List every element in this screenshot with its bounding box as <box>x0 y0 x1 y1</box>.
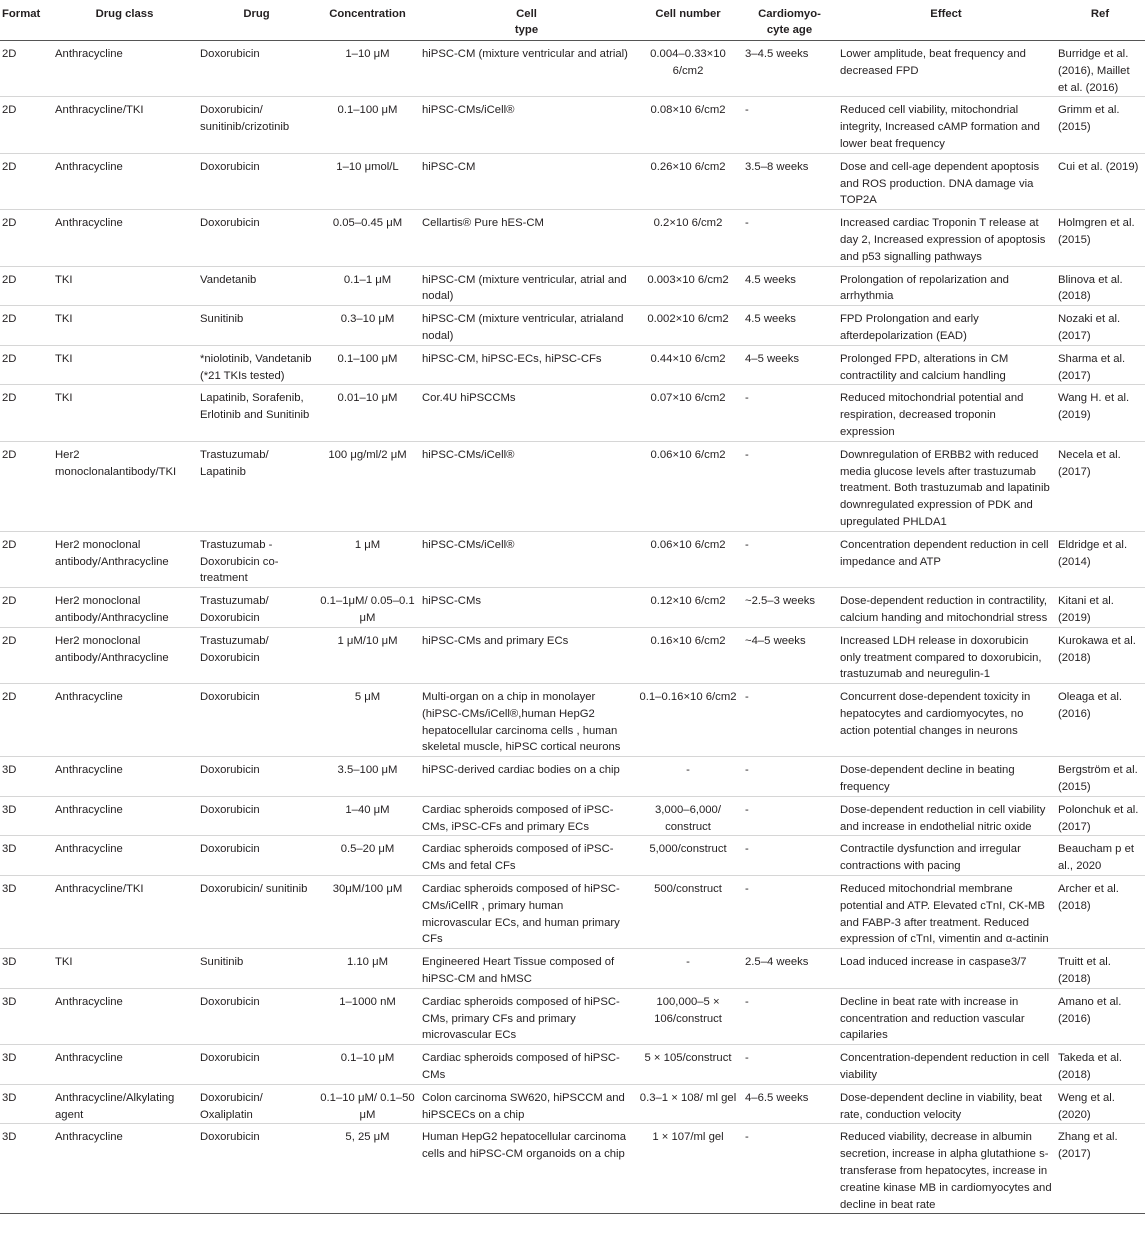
cell-effect: Reduced mitochondrial membrane potential and ATP. Elevated cTnI, CK-MB and FABP-3 after treatment. Reduced expression of cTnI, vimentin and α-actinin <box>837 876 1055 949</box>
col-ref: Ref <box>1055 0 1145 41</box>
cell-ref: Wang H. et al. (2019) <box>1055 385 1145 441</box>
cell-format: 2D <box>0 385 52 441</box>
cell-cell-number: 0.1–0.16×10 6/cm2 <box>634 684 742 757</box>
cell-effect: Downregulation of ERBB2 with reduced media glucose levels after trastuzumab treatment. Both trastuzumab and lapatinib downregulated expression of PDK and upregulated PHLDA1 <box>837 441 1055 531</box>
table-row <box>0 949 1145 989</box>
cell-cell-number: 0.07×10 6/cm2 <box>634 385 742 441</box>
cell-format: 2D <box>0 97 52 153</box>
table-row <box>0 210 1145 266</box>
cell-format: 3D <box>0 876 52 949</box>
table-row <box>0 266 1145 306</box>
table-row <box>0 306 1145 346</box>
cell-drug-class: TKI <box>52 385 197 441</box>
cell-effect: Dose-dependent decline in viability, beat rate, conduction velocity <box>837 1084 1055 1124</box>
cell-cell-type: Cor.4U hiPSCCMs <box>419 385 634 441</box>
cell-cm-age: - <box>742 441 837 531</box>
cell-concentration: 30μM/100 μM <box>316 876 419 949</box>
cell-cell-number: 3,000–6,000/ construct <box>634 796 742 836</box>
cell-drug: Doxorubicin <box>197 988 316 1044</box>
cell-concentration: 0.1–100 μM <box>316 345 419 385</box>
table-row <box>0 876 1145 949</box>
cell-drug-class: Anthracycline <box>52 757 197 797</box>
cell-ref: Bergström et al. (2015) <box>1055 757 1145 797</box>
col-cell-type-line2: type <box>514 24 539 36</box>
cell-format: 3D <box>0 988 52 1044</box>
cell-ref: Amano et al. (2016) <box>1055 988 1145 1044</box>
cell-format: 3D <box>0 1045 52 1085</box>
cell-cm-age: - <box>742 684 837 757</box>
cell-format: 3D <box>0 836 52 876</box>
cell-cm-age: - <box>742 531 837 587</box>
col-effect: Effect <box>837 0 1055 41</box>
cell-cell-type: Cardiac spheroids composed of hiPSC-CMs <box>419 1045 634 1085</box>
cell-cell-type: Human HepG2 hepatocellular carcinoma cells and hiPSC-CM organoids on a chip <box>419 1124 634 1214</box>
cell-cm-age: - <box>742 1124 837 1214</box>
cell-effect: Prolonged FPD, alterations in CM contractility and calcium handling <box>837 345 1055 385</box>
cell-format: 3D <box>0 796 52 836</box>
cell-cell-type: hiPSC-CMs/iCell® <box>419 97 634 153</box>
cell-cell-number: 0.004–0.33×10 6/cm2 <box>650 48 726 77</box>
cell-cm-age: - <box>742 988 837 1044</box>
cell-cm-age: ~2.5–3 weeks <box>742 588 837 628</box>
table-row <box>0 1084 1145 1124</box>
cell-ref: Kurokawa et al. (2018) <box>1055 627 1145 683</box>
cell-cell-type: Cardiac spheroids composed of iPSC-CMs and fetal CFs <box>419 836 634 876</box>
table-row <box>0 1124 1145 1214</box>
cell-drug-class: TKI <box>52 306 197 346</box>
cell-concentration: 5, 25 μM <box>316 1124 419 1214</box>
cell-format: 2D <box>0 588 52 628</box>
cell-concentration: 0.1–10 μM/ 0.1–50 μM <box>316 1084 419 1124</box>
table-row <box>0 41 1145 97</box>
cell-drug: Doxorubicin/ Oxaliplatin <box>197 1084 316 1124</box>
cell-drug: Doxorubicin/ sunitinib/crizotinib <box>197 97 316 153</box>
cell-cell-type: Cardiac spheroids composed of hiPSC-CMs, primary CFs and primary microvascular ECs <box>419 988 634 1044</box>
cell-cell-type: hiPSC-CM (mixture ventricular, atrial and nodal) <box>419 266 634 306</box>
cell-ref: Eldridge et al. (2014) <box>1055 531 1145 587</box>
table-row <box>0 836 1145 876</box>
cell-cell-number: 500/construct <box>634 876 742 949</box>
cell-drug: Trastuzumab/ Lapatinib <box>197 441 316 531</box>
cell-cm-age: - <box>742 836 837 876</box>
cell-ref: Polonchuk et al. (2017) <box>1055 796 1145 836</box>
cell-format: 2D <box>0 441 52 531</box>
col-drug-class: Drug class <box>52 0 197 41</box>
cell-cell-type: hiPSC-derived cardiac bodies on a chip <box>419 757 634 797</box>
cell-drug: Vandetanib <box>197 266 316 306</box>
cell-cell-number: - <box>634 757 742 797</box>
cell-drug: Trastuzumab/ Doxorubicin <box>197 588 316 628</box>
cell-cell-number: 0.003×10 6/cm2 <box>634 266 742 306</box>
cell-drug: Sunitinib <box>197 306 316 346</box>
cell-effect: Load induced increase in caspase3/7 <box>837 949 1055 989</box>
cell-concentration: 5 μM <box>316 684 419 757</box>
cell-drug: Doxorubicin <box>197 1045 316 1085</box>
cell-drug: Trastuzumab - Doxorubicin co-treatment <box>197 531 316 587</box>
cell-effect: Dose-dependent decline in beating frequency <box>837 757 1055 797</box>
cell-concentration: 0.1–1μM/ 0.05–0.1 μM <box>316 588 419 628</box>
cell-ref: Burridge et al. (2016), Maillet et al. (2016) <box>1058 48 1130 94</box>
table-row <box>0 588 1145 628</box>
table-row <box>0 1045 1145 1085</box>
cell-ref: Grimm et al. (2015) <box>1055 97 1145 153</box>
cell-cm-age: 4–5 weeks <box>742 345 837 385</box>
cell-cm-age: 4.5 weeks <box>742 266 837 306</box>
cell-cell-type: hiPSC-CMs <box>419 588 634 628</box>
cell-cm-age: - <box>742 796 837 836</box>
cell-format: 2D <box>0 627 52 683</box>
cell-drug-class: Anthracycline <box>52 684 197 757</box>
cell-drug: Doxorubicin <box>200 48 260 60</box>
table-body <box>0 41 1145 1214</box>
cell-effect: Decline in beat rate with increase in concentration and reduction vascular capilaries <box>837 988 1055 1044</box>
cell-drug-class: Anthracycline <box>52 796 197 836</box>
cell-drug-class: Anthracycline <box>52 153 197 209</box>
cell-cell-number: 0.06×10 6/cm2 <box>634 531 742 587</box>
cell-effect: Concentration-dependent reduction in cell viability <box>837 1045 1055 1085</box>
cell-cell-type: Multi-organ on a chip in monolayer (hiPSC-CMs/iCell®,human HepG2 hepatocellular carcinoma cells , human skeletal muscle, hiPSC cortical neurons <box>419 684 634 757</box>
cell-cell-type: Colon carcinoma SW620, hiPSCCM and hiPSCECs on a chip <box>419 1084 634 1124</box>
cell-cell-type: hiPSC-CM <box>419 153 634 209</box>
cell-drug-class: Anthracycline <box>52 988 197 1044</box>
cell-concentration: 0.3–10 μM <box>316 306 419 346</box>
cell-effect: Increased cardiac Troponin T release at day 2, Increased expression of apoptosis and p53 signalling pathways <box>837 210 1055 266</box>
cell-effect: Dose-dependent reduction in cell viability and increase in endothelial nitric oxide <box>837 796 1055 836</box>
cell-effect: Concurrent dose-dependent toxicity in hepatocytes and cardiomyocytes, no action potential changes in neurons <box>837 684 1055 757</box>
cell-effect: Increased LDH release in doxorubicin only treatment compared to doxorubicin, trastuzumab and neuregulin-1 <box>837 627 1055 683</box>
cell-drug-class: TKI <box>52 345 197 385</box>
table-row <box>0 531 1145 587</box>
cell-ref: Nozaki et al. (2017) <box>1055 306 1145 346</box>
cell-format: 2D <box>0 345 52 385</box>
table-row <box>0 345 1145 385</box>
cell-cell-number: 0.12×10 6/cm2 <box>634 588 742 628</box>
cell-effect: Reduced mitochondrial potential and respiration, decreased troponin expression <box>837 385 1055 441</box>
cell-concentration: 0.1–1 μM <box>316 266 419 306</box>
col-drug: Drug <box>197 0 316 41</box>
cell-cm-age: - <box>742 210 837 266</box>
cell-cell-number: 0.26×10 6/cm2 <box>634 153 742 209</box>
cell-ref: Kitani et al. (2019) <box>1055 588 1145 628</box>
cell-drug: Doxorubicin <box>197 153 316 209</box>
cell-drug: Lapatinib, Sorafenib, Erlotinib and Sunitinib <box>197 385 316 441</box>
cell-effect: Dose-dependent reduction in contractility, calcium handing and mitochondrial stress <box>837 588 1055 628</box>
cell-format: 3D <box>0 757 52 797</box>
cell-cell-type: Cardiac spheroids composed of iPSC-CMs, iPSC-CFs and primary ECs <box>419 796 634 836</box>
cell-concentration: 100 μg/ml/2 μM <box>316 441 419 531</box>
cell-ref: Cui et al. (2019) <box>1055 153 1145 209</box>
cell-cell-type: Engineered Heart Tissue composed of hiPSC-CM and hMSC <box>419 949 634 989</box>
cell-drug: Doxorubicin/ sunitinib <box>197 876 316 949</box>
cell-cell-number: 1 × 107/ml gel <box>634 1124 742 1214</box>
cell-format: 2D <box>0 306 52 346</box>
cell-cell-number: 0.2×10 6/cm2 <box>634 210 742 266</box>
cell-ref: Oleaga et al. (2016) <box>1055 684 1145 757</box>
cell-cm-age: 4.5 weeks <box>742 306 837 346</box>
cell-drug: Doxorubicin <box>197 684 316 757</box>
col-cm-age-line2: cyte age <box>766 24 813 36</box>
cell-concentration: 1 μM/10 μM <box>316 627 419 683</box>
col-cell-type <box>419 0 634 41</box>
col-cell-number: Cell number <box>634 0 742 41</box>
cell-concentration: 0.1–100 μM <box>316 97 419 153</box>
cell-cm-age: - <box>742 385 837 441</box>
cell-concentration: 1–1000 nM <box>316 988 419 1044</box>
cell-drug-class: Anthracycline <box>52 1045 197 1085</box>
cell-drug: Doxorubicin <box>197 1124 316 1214</box>
cell-cm-age: 2.5–4 weeks <box>742 949 837 989</box>
cell-effect: Reduced cell viability, mitochondrial integrity, Increased cAMP formation and lower beat frequency <box>837 97 1055 153</box>
cell-effect: Reduced viability, decrease in albumin secretion, increase in alpha glutathione s-transferase from hepatocytes, increase in creatine kinase MB in cardiomyocytes and decline in beat rate <box>837 1124 1055 1214</box>
cell-drug-class: Her2 monoclonal antibody/Anthracycline <box>52 627 197 683</box>
cell-concentration: 0.5–20 μM <box>316 836 419 876</box>
cell-cell-number: 100,000–5 × 106/construct <box>634 988 742 1044</box>
cell-drug: Doxorubicin <box>197 796 316 836</box>
cell-cm-age: - <box>742 876 837 949</box>
cell-format: 3D <box>0 1084 52 1124</box>
col-format: Format <box>0 0 52 41</box>
cell-effect: Prolongation of repolarization and arrhythmia <box>837 266 1055 306</box>
table-row <box>0 441 1145 531</box>
cell-format: 3D <box>0 1124 52 1214</box>
cell-drug: Doxorubicin <box>197 210 316 266</box>
cell-cell-number: 0.16×10 6/cm2 <box>634 627 742 683</box>
cell-effect: Contractile dysfunction and irregular contractions with pacing <box>837 836 1055 876</box>
cell-cell-number: - <box>634 949 742 989</box>
cell-format: 2D <box>2 48 17 60</box>
cell-drug-class: Anthracycline <box>52 210 197 266</box>
cell-drug-class: Anthracycline/TKI <box>52 97 197 153</box>
col-cell-type-line1: Cell <box>516 8 537 20</box>
cell-drug: Doxorubicin <box>197 757 316 797</box>
cell-concentration: 1–10 μM <box>345 48 390 60</box>
cell-drug-class: Anthracycline/TKI <box>52 876 197 949</box>
cell-concentration: 0.1–10 μM <box>316 1045 419 1085</box>
cell-concentration: 1 μM <box>316 531 419 587</box>
table-row <box>0 988 1145 1044</box>
cell-drug: Trastuzumab/ Doxorubicin <box>197 627 316 683</box>
cell-cell-number: 0.08×10 6/cm2 <box>634 97 742 153</box>
cell-cell-type: hiPSC-CMs and primary ECs <box>419 627 634 683</box>
cell-cell-number: 0.06×10 6/cm2 <box>634 441 742 531</box>
cell-drug: Doxorubicin <box>197 836 316 876</box>
cell-effect: Lower amplitude, beat frequency and decreased FPD <box>840 48 1026 77</box>
cell-effect: Concentration dependent reduction in cell impedance and ATP <box>837 531 1055 587</box>
cell-cm-age: 3.5–8 weeks <box>742 153 837 209</box>
cell-concentration: 3.5–100 μM <box>316 757 419 797</box>
cell-cm-age: - <box>742 757 837 797</box>
cell-cell-number: 0.44×10 6/cm2 <box>634 345 742 385</box>
table-row <box>0 627 1145 683</box>
cell-concentration: 1–10 μmol/L <box>316 153 419 209</box>
cell-cell-type: hiPSC-CMs/iCell® <box>419 441 634 531</box>
cell-ref: Truitt et al. (2018) <box>1055 949 1145 989</box>
cell-cell-type: hiPSC-CMs/iCell® <box>419 531 634 587</box>
cell-format: 2D <box>0 684 52 757</box>
cell-ref: Archer et al. (2018) <box>1055 876 1145 949</box>
table-row <box>0 684 1145 757</box>
cell-cm-age: - <box>742 1045 837 1085</box>
table-row <box>0 796 1145 836</box>
cell-cell-number: 5,000/construct <box>634 836 742 876</box>
cell-drug-class: Anthracycline <box>52 1124 197 1214</box>
col-cm-age <box>742 0 837 41</box>
table-row <box>0 385 1145 441</box>
cell-format: 2D <box>0 210 52 266</box>
cell-cell-type: hiPSC-CM (mixture ventricular, atrialand nodal) <box>419 306 634 346</box>
cell-drug-class: Her2 monoclonalantibody/TKI <box>52 441 197 531</box>
col-cm-age-line1: Cardiomyo- <box>758 8 821 20</box>
cell-drug-class: Anthracycline <box>55 48 123 60</box>
cell-concentration: 1–40 μM <box>316 796 419 836</box>
cell-ref: Weng et al. (2020) <box>1055 1084 1145 1124</box>
cell-drug: *niolotinib, Vandetanib (*21 TKIs tested) <box>197 345 316 385</box>
cell-cell-number: 5 × 105/construct <box>634 1045 742 1085</box>
table-row <box>0 153 1145 209</box>
cell-ref: Necela et al. (2017) <box>1055 441 1145 531</box>
cell-concentration: 1.10 μM <box>316 949 419 989</box>
cell-format: 3D <box>0 949 52 989</box>
cell-effect: FPD Prolongation and early afterdepolarization (EAD) <box>837 306 1055 346</box>
cell-format: 2D <box>0 531 52 587</box>
cell-cell-type: hiPSC-CM (mixture ventricular and atrial) <box>422 48 628 60</box>
cell-drug-class: Her2 monoclonal antibody/Anthracycline <box>52 588 197 628</box>
cell-ref: Holmgren et al. (2015) <box>1055 210 1145 266</box>
cell-format: 2D <box>0 153 52 209</box>
cell-cm-age: 4–6.5 weeks <box>742 1084 837 1124</box>
cell-cell-type: hiPSC-CM, hiPSC-ECs, hiPSC-CFs <box>419 345 634 385</box>
cell-drug-class: TKI <box>52 266 197 306</box>
cell-cell-type: Cardiac spheroids composed of hiPSC-CMs/iCellR , primary human microvascular ECs, and human primary CFs <box>419 876 634 949</box>
col-concentration: Concentration <box>316 0 419 41</box>
cell-cm-age: ~4–5 weeks <box>742 627 837 683</box>
cell-cell-type: Cellartis® Pure hES-CM <box>419 210 634 266</box>
cell-ref: Zhang et al. (2017) <box>1055 1124 1145 1214</box>
cell-drug-class: Anthracycline/Alkylating agent <box>52 1084 197 1124</box>
cell-drug: Sunitinib <box>197 949 316 989</box>
cell-cm-age: - <box>742 97 837 153</box>
table-row <box>0 97 1145 153</box>
cell-drug-class: Her2 monoclonal antibody/Anthracycline <box>52 531 197 587</box>
table-header <box>0 0 1145 41</box>
cell-concentration: 0.05–0.45 μM <box>316 210 419 266</box>
cell-ref: Blinova et al. (2018) <box>1055 266 1145 306</box>
cell-cell-number: 0.3–1 × 108/ ml gel <box>634 1084 742 1124</box>
table-row <box>0 757 1145 797</box>
cell-concentration: 0.01–10 μM <box>316 385 419 441</box>
cell-ref: Beaucham p et al., 2020 <box>1055 836 1145 876</box>
cell-format: 2D <box>0 266 52 306</box>
cell-cell-number: 0.002×10 6/cm2 <box>634 306 742 346</box>
cell-effect: Dose and cell-age dependent apoptosis and ROS production. DNA damage via TOP2A <box>837 153 1055 209</box>
cell-drug-class: TKI <box>52 949 197 989</box>
cell-ref: Sharma et al. (2017) <box>1055 345 1145 385</box>
cell-drug-class: Anthracycline <box>52 836 197 876</box>
cell-cm-age: 3–4.5 weeks <box>745 48 809 60</box>
cell-ref: Takeda et al. (2018) <box>1055 1045 1145 1085</box>
